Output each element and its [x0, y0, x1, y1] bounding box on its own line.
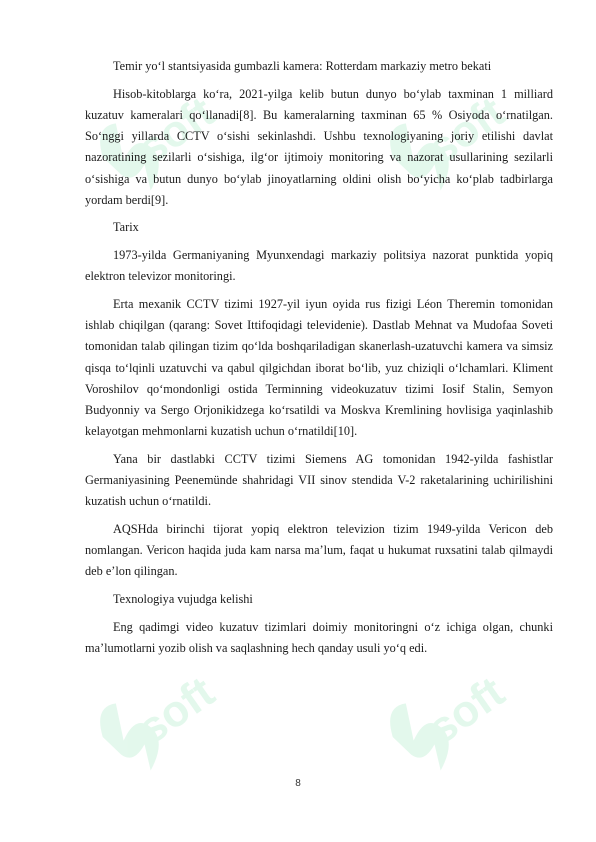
svg-text:soft: soft — [419, 87, 514, 174]
paragraph: Yana bir dastlabki CCTV tizimi Siemens AG tomonidan 1942-yilda fashistlar Germaniyasining Peenemünde shahridagi VII sinov stendida V-2 raketalarining uchirilishini kuzatish uchun o‘rnatildi. — [85, 451, 553, 509]
paragraph: AQSHda birinchi tijorat yopiq elektron televizion tizim 1949-yilda Vericon deb nomlangan. Vericon haqida juda kam narsa ma’lum, faqat u hukumat ruxsatini talab qilmaydi deb e’lon qilingan. — [85, 522, 553, 579]
watermark-logo — [90, 640, 240, 820]
section-heading: Texnologiya vujudga kelishi — [113, 592, 253, 607]
document-body — [85, 56, 553, 666]
watermark-logo — [380, 640, 530, 820]
paragraph: Eng qadimgi video kuzatuv tizimlari doimiy monitoringni o‘z ichiga olgan, chunki ma’lumotlarni yozib olish va saqlashning hech qanday usuli yo‘q edi. — [85, 619, 553, 656]
page-number: 8 — [295, 778, 301, 789]
svg-text:soft: soft — [419, 667, 514, 754]
image-caption: Temir yo‘l stantsiyasida gumbazli kamera: Rotterdam markaziy metro bekati — [113, 59, 492, 73]
image-caption: 1973-yilda Germaniyaning Myunxendagi markaziy politsiya nazorat punktida yopiq elektron televizor monitoringi. — [85, 248, 553, 284]
svg-text:soft: soft — [129, 667, 224, 754]
paragraph: Erta mexanik CCTV tizimi 1927-yil iyun oyida rus fizigi Léon Theremin tomonidan ishlab chiqilgan (qarang: Sovet Ittifoqidagi televidenie). Dastlab Mehnat va Mudofaa Soveti tomonidan talab qilingan tizim qo‘lda boshqariladigan skanerlash-uzatuvchi kamera va simsiz qisqa to‘lqinli uzatuvchi va qabul qilgichdan iborat bo‘lib, yuz chiziqli o‘lchamlari. Kliment Voroshilov qo‘mondonligi ostida Terminning videokuzatuv tizimi Iosif Stalin, Semyon Budyonniy va Sergo Orjonikidzega ko‘rsatildi va Moskva Kremlining hovlisiga yaqinlashib kelayotgan mehmonlarni kuzatish uchun o‘rnatildi[10]. — [85, 297, 553, 439]
paragraph: Hisob-kitoblarga ko‘ra, 2021-yilga kelib butun dunyo bo‘ylab taxminan 1 milliard kuzatuv kameralari qo‘llanadi[8]. Bu kameralarning taxminan 65 % Osiyoda o‘rnatilgan. So‘nggi yillarda CCTV o‘sishi sekinlashdi. Ushbu texnologiyaning joriy etilishi davlat nazoratining sezilarli o‘sishiga, ilg‘or ijtimoiy monitoring va nazorat usullarining sezilarli o‘sishiga va butun dunyo bo‘ylab jinoyatlarning oldini olish bo‘yicha ko‘plab tadbirlarga yordam berdi[9]. — [85, 86, 553, 207]
svg-text:soft: soft — [129, 87, 224, 174]
section-heading: Tarix — [113, 220, 139, 235]
